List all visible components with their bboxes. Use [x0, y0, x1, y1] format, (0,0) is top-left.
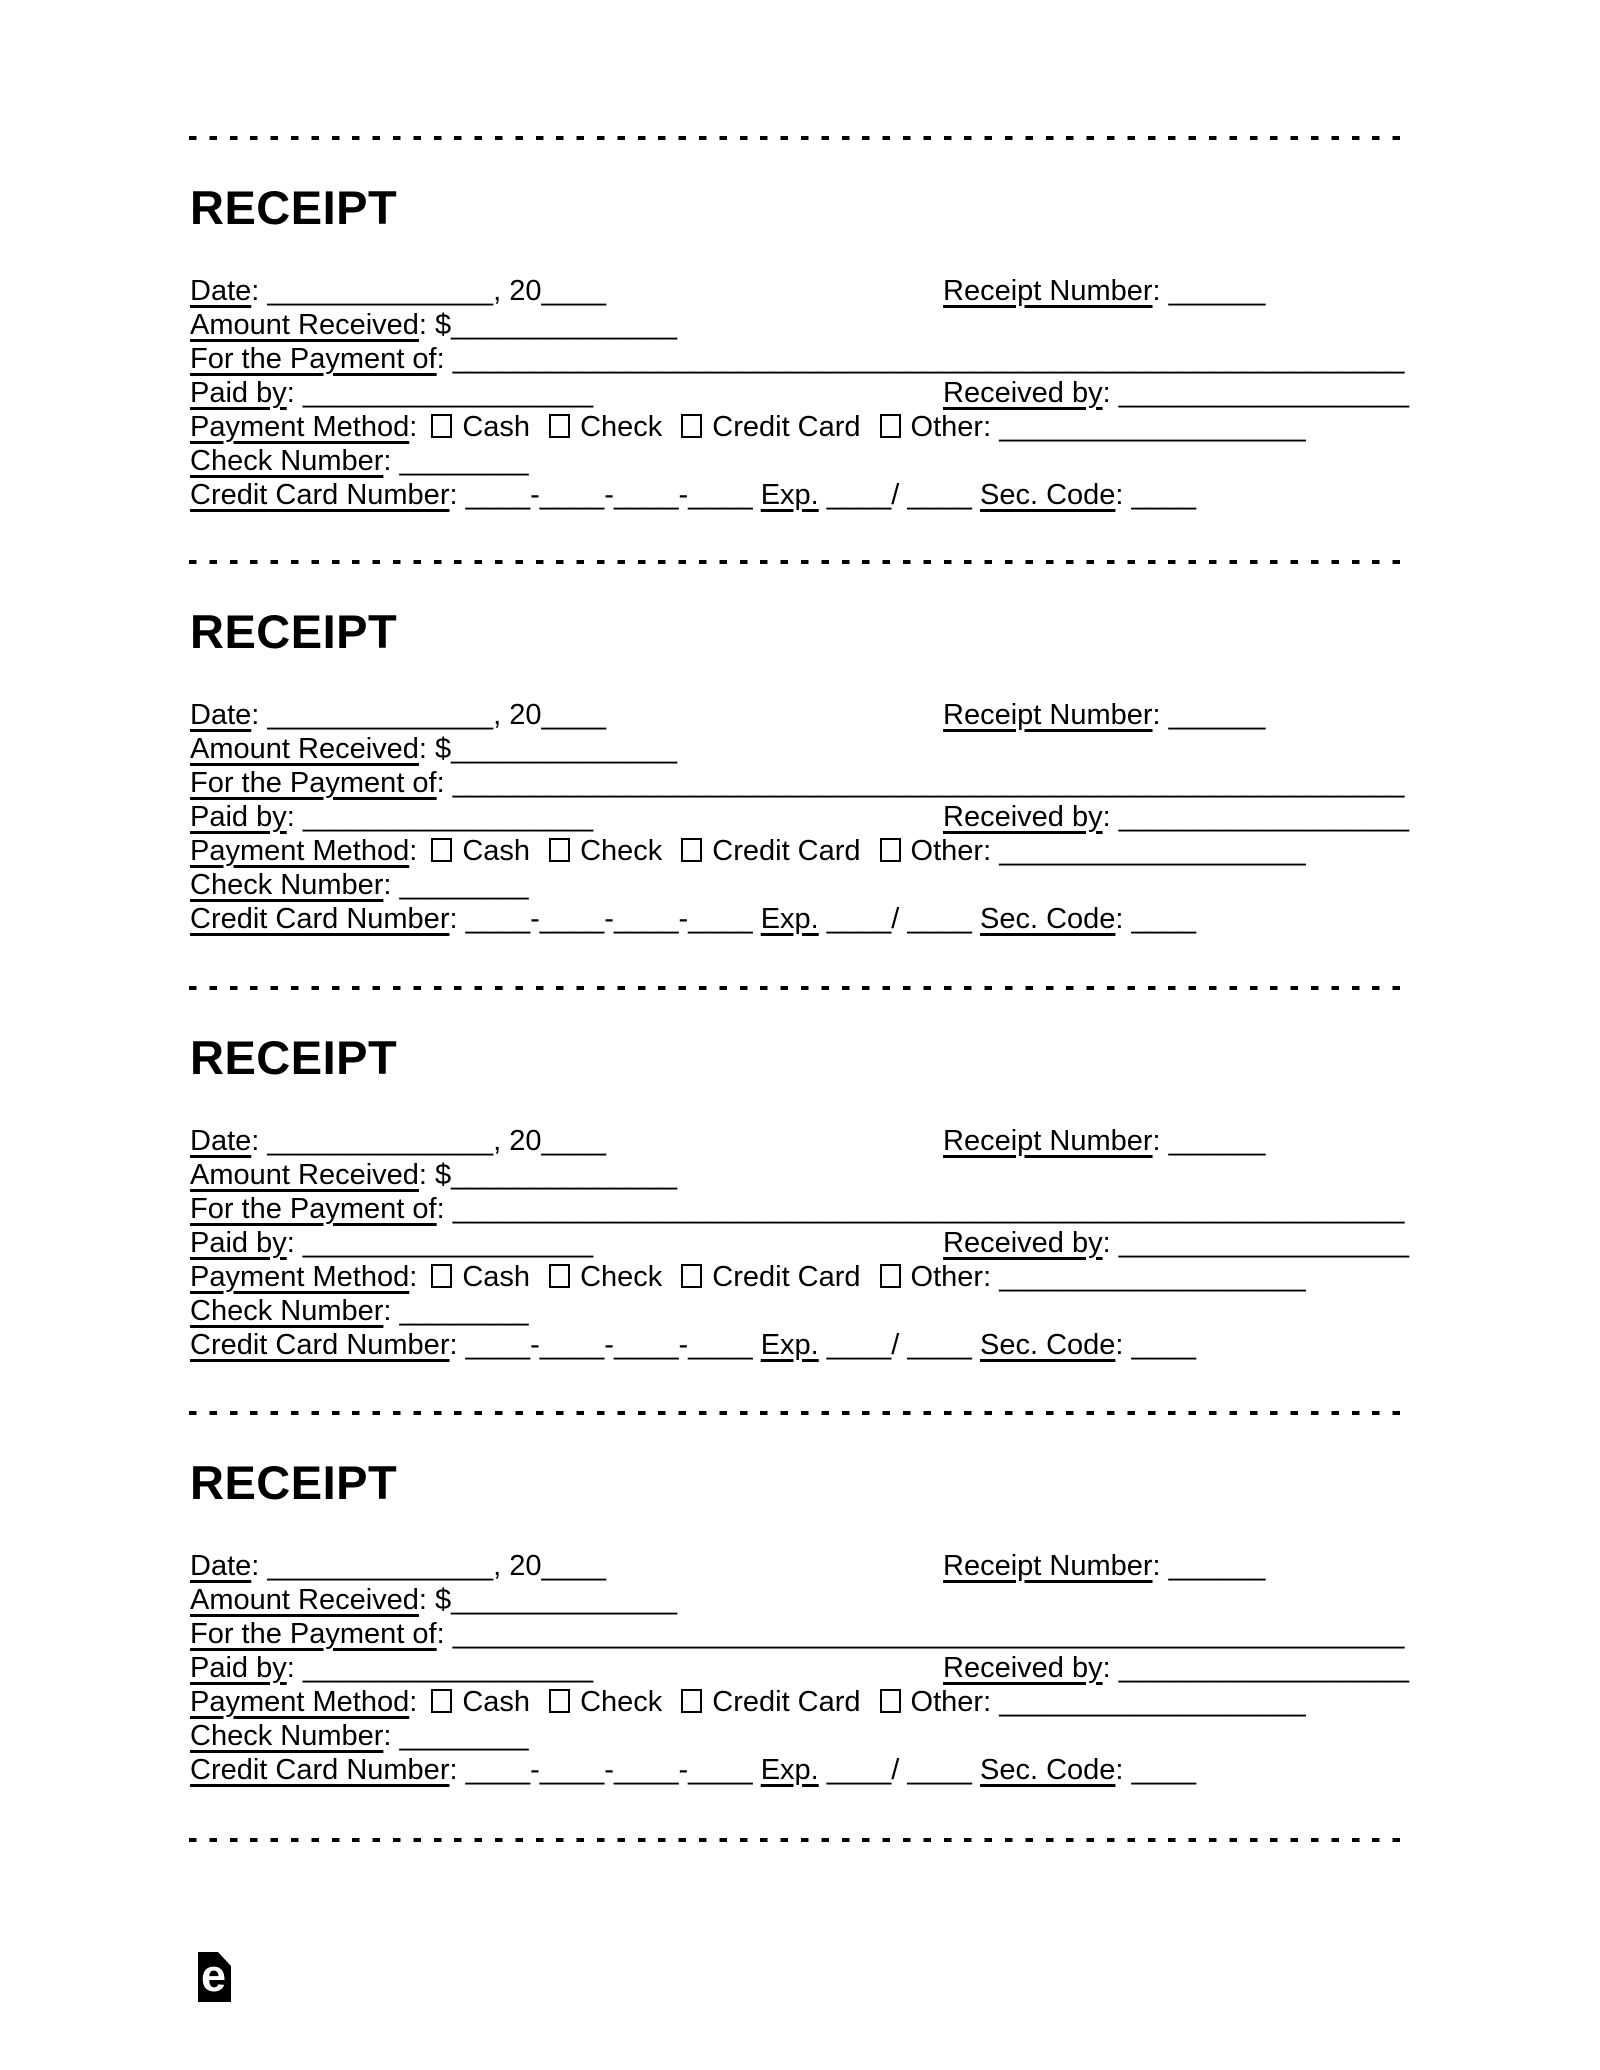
sec-code-blank: : ____	[1115, 1754, 1197, 1786]
receipt-fields	[190, 1549, 1412, 1787]
dashed-separator	[189, 136, 1411, 140]
check-number-blank: : ________	[383, 1720, 529, 1752]
payment-method-label: Payment Method	[190, 1686, 410, 1718]
exp-blank: ____/ ____	[818, 903, 980, 935]
check-number-label: Check Number	[190, 1295, 384, 1327]
check-number-blank: : ________	[383, 445, 529, 477]
credit-card-number-label: Credit Card Number	[190, 1329, 450, 1361]
amount-received-line	[190, 1583, 1412, 1617]
payment-method-colon: :	[409, 411, 426, 443]
received-by-label: Received by	[943, 801, 1103, 833]
received-by-blank: : __________________	[1102, 1652, 1410, 1684]
check-number-label: Check Number	[190, 1720, 384, 1752]
payment-method-colon: :	[409, 1686, 426, 1718]
exp-blank: ____/ ____	[818, 1754, 980, 1786]
receipt-number-field	[943, 698, 1265, 732]
date-label: Date	[190, 275, 252, 307]
checkbox-check	[549, 838, 570, 862]
date-blank: : ______________, 20____	[251, 1125, 607, 1157]
credit-card-number-blank: : ____-____-____-____	[449, 479, 761, 511]
receipt-number-label: Receipt Number	[943, 699, 1153, 731]
payment-of-blank: : ___________________________________________________________	[436, 1618, 1405, 1650]
dashed-separator	[189, 1411, 1411, 1415]
amount-received-label: Amount Received	[190, 733, 419, 765]
checkbox-credit-card	[681, 838, 702, 862]
credit-card-number-line	[190, 1328, 1412, 1362]
receipt-block	[190, 1411, 1412, 1835]
paid-by-line	[190, 376, 1412, 410]
check-number-label: Check Number	[190, 445, 384, 477]
checkbox-credit-card	[681, 414, 702, 438]
paid-by-blank: : __________________	[286, 377, 594, 409]
date-line	[190, 274, 1412, 308]
checkbox-cash	[431, 1264, 452, 1288]
check-number-line	[190, 1719, 1412, 1753]
check-number-blank: : ________	[383, 1295, 529, 1327]
received-by-field	[943, 1226, 1409, 1260]
check-number-blank: : ________	[383, 869, 529, 901]
exp-label: Exp.	[760, 903, 819, 935]
date-blank: : ______________, 20____	[251, 699, 607, 731]
payment-method-line	[190, 410, 1412, 444]
receipt-heading: RECEIPT	[190, 1456, 398, 1509]
credit-card-number-line	[190, 1753, 1412, 1787]
paid-by-blank: : __________________	[286, 1652, 594, 1684]
check-label: Check	[580, 1261, 663, 1293]
sec-code-label: Sec. Code	[979, 479, 1116, 511]
sec-code-blank: : ____	[1115, 903, 1197, 935]
checkbox-cash	[431, 838, 452, 862]
paid-by-blank: : __________________	[286, 1227, 594, 1259]
receipt-fields	[190, 274, 1412, 512]
credit-card-number-line	[190, 902, 1412, 936]
date-label: Date	[190, 1125, 252, 1157]
checkbox-credit-card	[681, 1689, 702, 1713]
payment-method-line	[190, 1260, 1412, 1294]
dashed-separator	[189, 986, 1411, 990]
paid-by-blank: : __________________	[286, 801, 594, 833]
received-by-label: Received by	[943, 1227, 1103, 1259]
received-by-label: Received by	[943, 1652, 1103, 1684]
checkbox-check	[549, 1689, 570, 1713]
checkbox-other	[880, 1689, 901, 1713]
payment-of-label: For the Payment of	[190, 1618, 437, 1650]
other-label-and-blank: Other: ___________________	[910, 411, 1306, 443]
receipt-number-field	[943, 1124, 1265, 1158]
date-line	[190, 1124, 1412, 1158]
amount-received-blank: : $______________	[418, 309, 677, 341]
sec-code-blank: : ____	[1115, 1329, 1197, 1361]
credit-card-number-label: Credit Card Number	[190, 479, 450, 511]
credit-card-label: Credit Card	[712, 411, 861, 443]
credit-card-label: Credit Card	[712, 1261, 861, 1293]
receipt-number-field	[943, 274, 1265, 308]
credit-card-number-line	[190, 478, 1412, 512]
exp-blank: ____/ ____	[818, 479, 980, 511]
amount-received-blank: : $______________	[418, 1159, 677, 1191]
receipt-number-label: Receipt Number	[943, 275, 1153, 307]
payment-of-label: For the Payment of	[190, 767, 437, 799]
check-number-line	[190, 1294, 1412, 1328]
payment-method-label: Payment Method	[190, 835, 410, 867]
receipt-number-label: Receipt Number	[943, 1125, 1153, 1157]
paid-by-line	[190, 1651, 1412, 1685]
payment-method-label: Payment Method	[190, 1261, 410, 1293]
sec-code-blank: : ____	[1115, 479, 1197, 511]
cash-label: Cash	[462, 411, 531, 443]
credit-card-number-label: Credit Card Number	[190, 903, 450, 935]
logo-letter: e	[200, 1950, 227, 2001]
payment-of-blank: : ___________________________________________________________	[436, 767, 1405, 799]
eforms-logo	[198, 1952, 231, 2002]
paid-by-label: Paid by	[190, 1227, 287, 1259]
receipt-block	[190, 136, 1412, 560]
credit-card-label: Credit Card	[712, 835, 861, 867]
dashed-separator	[189, 560, 1411, 564]
receipt-block	[190, 560, 1412, 984]
other-label-and-blank: Other: ___________________	[910, 835, 1306, 867]
checkbox-check	[549, 1264, 570, 1288]
amount-received-label: Amount Received	[190, 1159, 419, 1191]
exp-label: Exp.	[760, 479, 819, 511]
receipt-number-blank: : ______	[1152, 1550, 1266, 1582]
paid-by-line	[190, 1226, 1412, 1260]
cash-label: Cash	[462, 835, 531, 867]
receipt-number-field	[943, 1549, 1265, 1583]
received-by-blank: : __________________	[1102, 1227, 1410, 1259]
sec-code-label: Sec. Code	[979, 903, 1116, 935]
amount-received-line	[190, 732, 1412, 766]
payment-of-blank: : ___________________________________________________________	[436, 343, 1405, 375]
cash-label: Cash	[462, 1261, 531, 1293]
check-label: Check	[580, 411, 663, 443]
receipt-heading: RECEIPT	[190, 181, 398, 234]
amount-received-blank: : $______________	[418, 733, 677, 765]
date-line	[190, 1549, 1412, 1583]
paid-by-label: Paid by	[190, 377, 287, 409]
payment-of-line	[190, 342, 1412, 376]
payment-method-line	[190, 1685, 1412, 1719]
payment-of-label: For the Payment of	[190, 1193, 437, 1225]
credit-card-number-label: Credit Card Number	[190, 1754, 450, 1786]
exp-label: Exp.	[760, 1754, 819, 1786]
checkbox-credit-card	[681, 1264, 702, 1288]
other-label-and-blank: Other: ___________________	[910, 1261, 1306, 1293]
payment-of-line	[190, 766, 1412, 800]
received-by-field	[943, 376, 1409, 410]
checkbox-other	[880, 1264, 901, 1288]
payment-method-colon: :	[409, 1261, 426, 1293]
received-by-label: Received by	[943, 377, 1103, 409]
check-label: Check	[580, 1686, 663, 1718]
paid-by-line	[190, 800, 1412, 834]
payment-of-line	[190, 1192, 1412, 1226]
received-by-blank: : __________________	[1102, 801, 1410, 833]
check-number-line	[190, 444, 1412, 478]
receipt-fields	[190, 698, 1412, 936]
amount-received-blank: : $______________	[418, 1584, 677, 1616]
checkbox-other	[880, 838, 901, 862]
other-label-and-blank: Other: ___________________	[910, 1686, 1306, 1718]
sec-code-label: Sec. Code	[979, 1754, 1116, 1786]
paid-by-label: Paid by	[190, 801, 287, 833]
receipt-number-label: Receipt Number	[943, 1550, 1153, 1582]
date-blank: : ______________, 20____	[251, 275, 607, 307]
check-number-line	[190, 868, 1412, 902]
credit-card-number-blank: : ____-____-____-____	[449, 1329, 761, 1361]
payment-of-line	[190, 1617, 1412, 1651]
date-label: Date	[190, 1550, 252, 1582]
payment-method-label: Payment Method	[190, 411, 410, 443]
date-blank: : ______________, 20____	[251, 1550, 607, 1582]
credit-card-label: Credit Card	[712, 1686, 861, 1718]
sec-code-label: Sec. Code	[979, 1329, 1116, 1361]
receipt-block	[190, 986, 1412, 1410]
receipt-fields	[190, 1124, 1412, 1362]
amount-received-line	[190, 1158, 1412, 1192]
exp-blank: ____/ ____	[818, 1329, 980, 1361]
payment-method-line	[190, 834, 1412, 868]
amount-received-line	[190, 308, 1412, 342]
credit-card-number-blank: : ____-____-____-____	[449, 1754, 761, 1786]
checkbox-cash	[431, 414, 452, 438]
cash-label: Cash	[462, 1686, 531, 1718]
date-line	[190, 698, 1412, 732]
checkbox-check	[549, 414, 570, 438]
check-label: Check	[580, 835, 663, 867]
paid-by-label: Paid by	[190, 1652, 287, 1684]
payment-method-colon: :	[409, 835, 426, 867]
amount-received-label: Amount Received	[190, 1584, 419, 1616]
receipt-heading: RECEIPT	[190, 1031, 398, 1084]
credit-card-number-blank: : ____-____-____-____	[449, 903, 761, 935]
dashed-separator	[189, 1838, 1411, 1842]
check-number-label: Check Number	[190, 869, 384, 901]
received-by-field	[943, 800, 1409, 834]
date-label: Date	[190, 699, 252, 731]
received-by-blank: : __________________	[1102, 377, 1410, 409]
receipt-number-blank: : ______	[1152, 1125, 1266, 1157]
receipt-number-blank: : ______	[1152, 275, 1266, 307]
checkbox-other	[880, 414, 901, 438]
amount-received-label: Amount Received	[190, 309, 419, 341]
receipt-number-blank: : ______	[1152, 699, 1266, 731]
checkbox-cash	[431, 1689, 452, 1713]
payment-of-blank: : ___________________________________________________________	[436, 1193, 1405, 1225]
exp-label: Exp.	[760, 1329, 819, 1361]
payment-of-label: For the Payment of	[190, 343, 437, 375]
received-by-field	[943, 1651, 1409, 1685]
receipt-heading: RECEIPT	[190, 605, 398, 658]
